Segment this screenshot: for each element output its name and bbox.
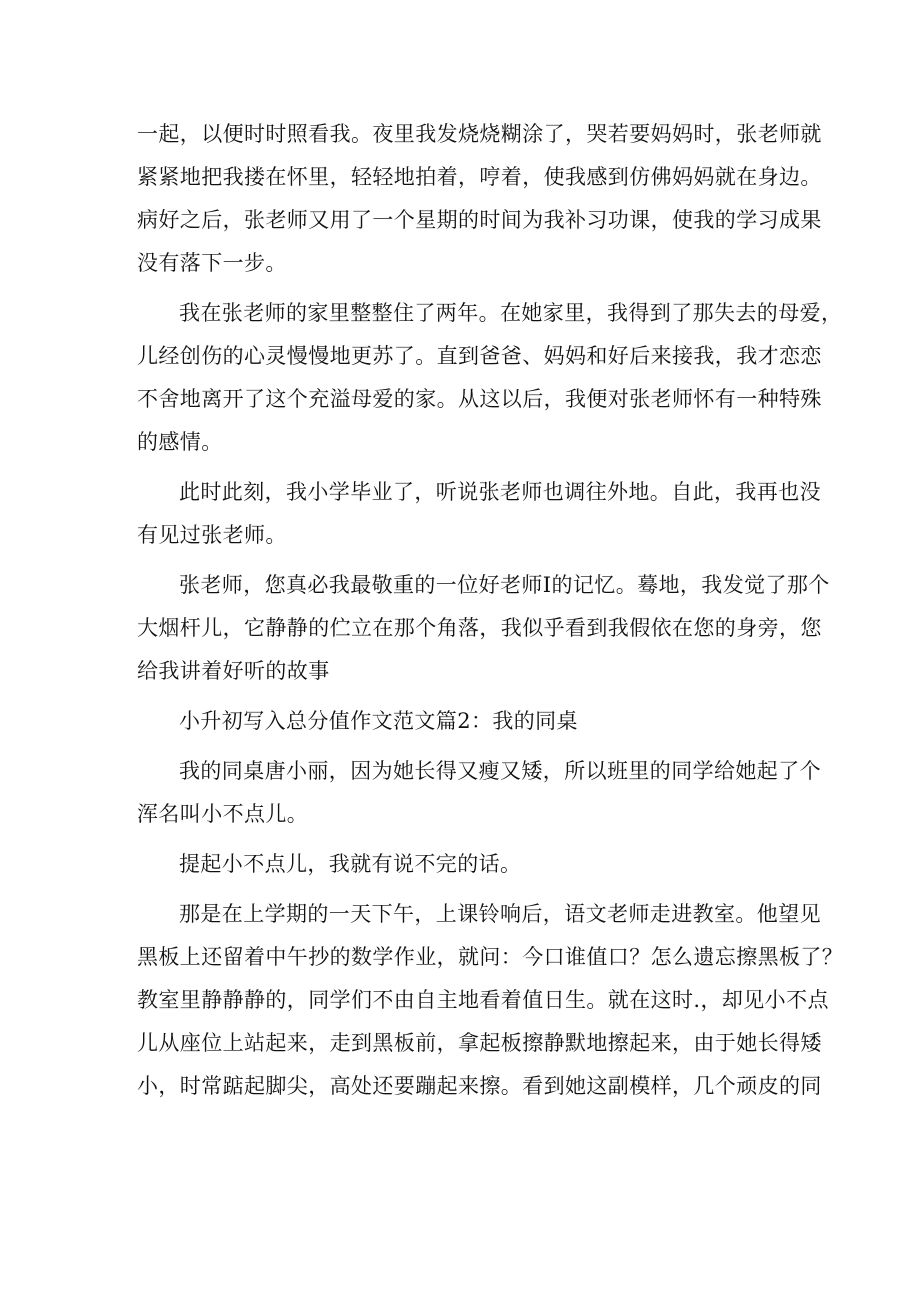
paragraph xyxy=(137,292,843,464)
text-line: 黑板上还留着中午抄的数学作业，就问：今口谁值口？怎么遗忘擦黑板了？ xyxy=(137,945,844,969)
text-line: 有见过张老师。 xyxy=(137,523,287,547)
text-line: 提起小不点儿，我就有说不完的话。 xyxy=(179,852,522,876)
text-line: 儿经创伤的心灵慢慢地更苏了。直到爸爸、妈妈和好后来接我，我才恋恋 xyxy=(137,344,822,368)
text-line: 我的同桌唐小丽，因为她长得又瘦又矮，所以班里的同学给她起了个 xyxy=(179,759,821,783)
text-line: 教室里静静静的，同学们不由自主地看着值日生。就在这时.，却见小不点 xyxy=(137,988,829,1012)
text-line: 此时此刻，我小学毕业了，听说张老师也调往外地。自此，我再也没 xyxy=(179,480,821,504)
paragraph xyxy=(137,564,830,693)
text-line: 的感情。 xyxy=(137,430,223,454)
paragraph xyxy=(137,113,822,285)
paragraph-gap xyxy=(137,464,787,471)
article-body xyxy=(137,113,844,1108)
paragraph-gap xyxy=(137,693,787,700)
text-line: 浑名叫小不点儿。 xyxy=(137,802,309,826)
text-line: 儿从座位上站起来，走到黑板前，拿起板擦静默地擦起来，由于她长得矮 xyxy=(137,1031,822,1055)
paragraph xyxy=(137,750,821,836)
text-line: 大烟杆儿，它静静的伫立在那个角落，我似乎看到我假依在您的身旁，您 xyxy=(137,616,822,640)
paragraph-gap xyxy=(137,285,787,292)
text-line: 没有落下一步。 xyxy=(137,251,287,275)
text-line: 小，时常踮起脚尖，高处还要蹦起来擦。看到她这副模样，几个顽皮的同 xyxy=(137,1074,822,1098)
text-line: 紧紧地把我搂在怀里，轻轻地拍着，哼着，使我感到仿佛妈妈就在身边。 xyxy=(137,165,822,189)
text-line: 给我讲着好听的故事 xyxy=(137,659,330,683)
text-line: 不舍地离开了这个充溢母爱的家。从这以后，我便对张老师怀有一种特殊 xyxy=(137,387,822,411)
section-heading xyxy=(137,700,787,743)
text-line: 张老师，您真必我最敬重的一位好老师I的记忆。蓦地，我发觉了那个 xyxy=(179,573,830,597)
text-line: 我在张老师的家里整整住了两年。在她家里，我得到了那失去的母爱， xyxy=(179,301,843,325)
paragraph xyxy=(137,843,787,886)
paragraph-gap xyxy=(137,743,787,750)
paragraph-gap xyxy=(137,886,787,893)
paragraph-gap xyxy=(137,836,787,843)
text-line: 一起，以便时时照看我。夜里我发烧烧糊涂了，哭若要妈妈时，张老师就 xyxy=(137,122,822,146)
text-line: 小升初写入总分值作文范文篇2：我的同桌 xyxy=(179,709,578,733)
paragraph xyxy=(137,893,844,1108)
text-line: 病好之后，张老师又用了一个星期的时间为我补习功课，使我的学习成果 xyxy=(137,208,822,232)
paragraph-gap xyxy=(137,557,787,564)
paragraph xyxy=(137,471,821,557)
text-line: 那是在上学期的一天下午，上课铃响后，语文老师走进教室。他望见 xyxy=(179,902,821,926)
